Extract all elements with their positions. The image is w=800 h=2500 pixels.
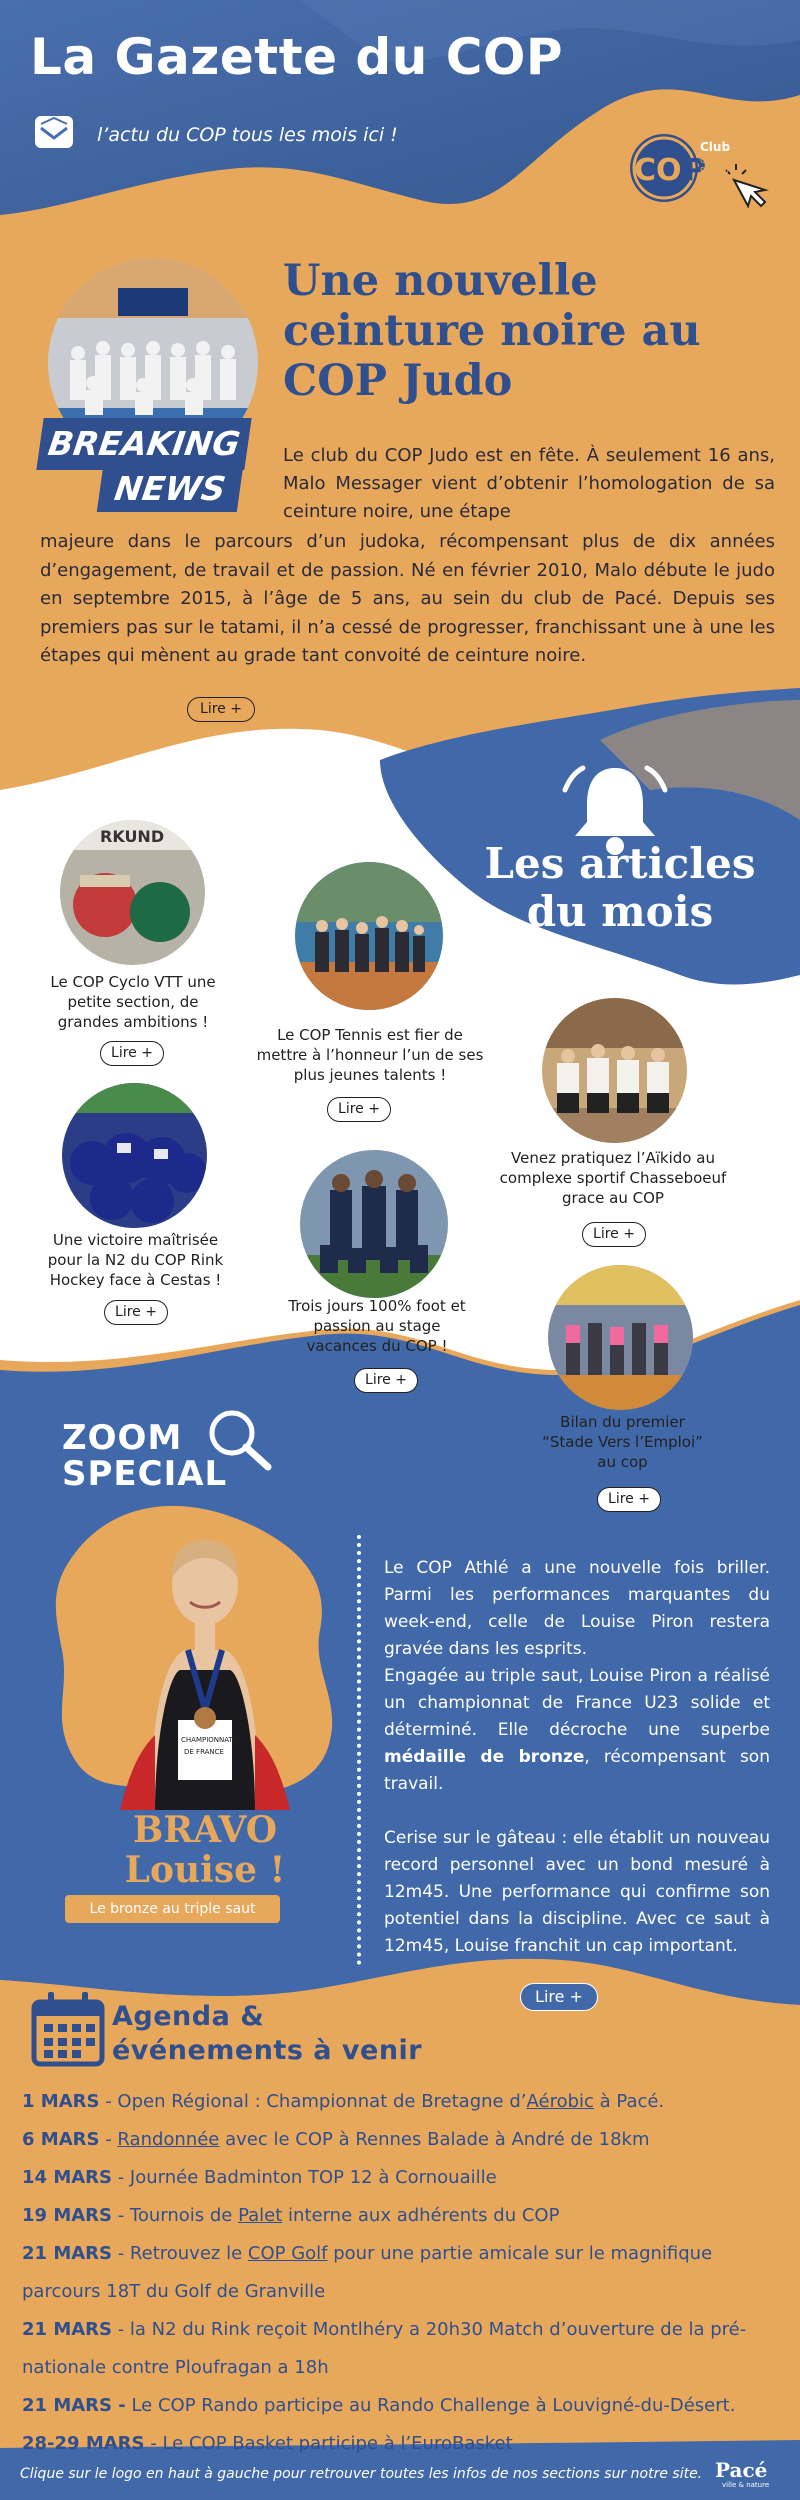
logo-sub-text: Omnisports Pacéen	[700, 156, 747, 175]
zoom-title: ZOOM SPECIAL	[62, 1418, 228, 1494]
article-caption-rink-hockey: Une victoire maîtrisée pour la N2 du COP Rink Hockey face à Cestas !	[47, 1231, 224, 1289]
article-read-more-aikido[interactable]: Lire +	[582, 1222, 646, 1247]
zoom-article-text: Le COP Athlé a une nouvelle fois briller. Parmi les performances marquantes du week-end, celle de Louise Piron restera gravée dans les esprits. Engagée au triple saut, Louise Piron a réalisé un championnat de France U23 solide et déterminé. Elle décroche une superbe médaille de bronze, récompensant son travail. Cerise sur le gâteau : elle établit un nouveau record personnel avec un bond mesuré à 12m45. Une performance qui confirme son potentiel dans la discipline. Avec ce saut à 12m45, Louise franchit un cap important.	[384, 1558, 770, 1956]
header-subtitle: l’actu du COP tous les mois ici !	[97, 124, 398, 146]
article-caption-cyclo: Le COP Cyclo VTT une petite section, de grandes ambitions !	[50, 973, 216, 1031]
calendar-icon	[30, 1990, 106, 2068]
dotted-divider	[357, 1535, 361, 1965]
agenda-item: 28-29 MARS - Le COP Basket participe à l’EuroBasket	[22, 2433, 513, 2454]
agenda-item: 21 MARS - la N2 du Rink reçoit Montlhéry a 20h30 Match d’ouverture de la pré-nationale contre Ploufragan a 18h	[22, 2319, 747, 2378]
breaking-badge: BREAKING	[36, 418, 251, 470]
louise-photo	[60, 1510, 350, 1810]
page-title: La Gazette du COP	[30, 28, 564, 86]
cursor-icon	[734, 180, 765, 206]
agenda-item: 6 MARS - Randonnée avec le COP à Rennes Balade à André de 18km	[22, 2129, 650, 2150]
zoom-read-more-button[interactable]: Lire +	[520, 1983, 598, 2011]
svg-text:RKUND: RKUND	[100, 827, 165, 846]
svg-text:DE FRANCE: DE FRANCE	[184, 1748, 224, 1756]
news-badge: NEWS	[97, 466, 243, 512]
magnifier-icon	[200, 1405, 280, 1475]
agenda-link[interactable]: Randonnée	[117, 2129, 220, 2150]
agenda-item: 19 MARS - Tournois de Palet interne aux adhérents du COP	[22, 2205, 560, 2226]
article-photo-rink-hockey[interactable]	[62, 1083, 207, 1228]
article-photo-foot[interactable]	[300, 1150, 448, 1298]
article-photo-stade-emploi[interactable]	[548, 1265, 693, 1410]
agenda-item: 14 MARS - Journée Badminton TOP 12 à Cornouaille	[22, 2167, 497, 2188]
breaking-read-more-button[interactable]: Lire +	[187, 697, 255, 722]
article-photo-aikido[interactable]	[542, 998, 687, 1143]
agenda-title: Agenda & événements à venir	[112, 2001, 423, 2066]
footer-text: Clique sur le logo en haut à gauche pour retrouver toutes les infos de nos sections sur notre site.	[20, 2466, 703, 2482]
agenda-item: 1 MARS - Open Régional : Championnat de Bretagne d’Aérobic à Pacé.	[22, 2091, 665, 2112]
article-photo-tennis[interactable]	[295, 862, 443, 1010]
logo-club-text: Club	[700, 140, 731, 154]
agenda-item: 21 MARS - Le COP Rando participe au Rando Challenge à Louvigné-du-Désert.	[22, 2395, 736, 2416]
svg-text:CO: CO	[634, 153, 682, 188]
article-caption-foot: Trois jours 100% foot et passion au stage vacances du COP !	[288, 1297, 466, 1355]
article-caption-aikido: Venez pratiquez l’Aïkido au complexe sportif Chasseboeuf grace au COP	[499, 1149, 727, 1207]
pace-logo-sub: ville & nature	[722, 2481, 770, 2489]
agenda-link[interactable]: COP Golf	[247, 2243, 328, 2264]
articles-title: Les articles du mois	[484, 839, 756, 936]
agenda-item: 21 MARS - Retrouvez le COP Golf pour une partie amicale sur le magnifique parcours 18T du Golf de Granville	[22, 2243, 713, 2302]
article-caption-stade-emploi: Bilan du premier “Stade Vers l’Emploi” au cop	[542, 1413, 703, 1471]
breaking-headline: Une nouvelle ceinture noire au COP Judo	[283, 256, 701, 406]
article-photo-cyclo[interactable]	[60, 820, 205, 965]
agenda-link[interactable]: Aérobic	[526, 2091, 594, 2112]
article-read-more-cyclo[interactable]: Lire +	[100, 1041, 164, 1066]
mail-icon	[33, 114, 75, 150]
breaking-text-intro: Le club du COP Judo est en fête. À seulement 16 ans, Malo Messager vient d’obtenir l’homologation de sa ceinture noire, une étape	[283, 445, 775, 522]
breaking-text-body: majeure dans le parcours d’un judoka, récompensant plus de dix années d’engagement, de travail et de passion. Né en février 2010, Malo débute le judo en septembre 2015, à l’âge de 5 ans, au sein du club de Pacé. Depuis ses premiers pas sur le tatami, il n’a cessé de progresser, franchissant une à une les étapes qui mènent au grade tant convoité de ceinture noire.	[40, 531, 775, 666]
svg-text:P: P	[684, 153, 706, 188]
bronze-tag: Le bronze au triple saut	[65, 1895, 280, 1923]
agenda-list	[22, 2083, 792, 2463]
article-read-more-foot[interactable]: Lire +	[354, 1368, 418, 1393]
article-read-more-stade-emploi[interactable]: Lire +	[597, 1487, 661, 1512]
svg-text:CHAMPIONNATS: CHAMPIONNATS	[181, 1736, 238, 1744]
article-read-more-tennis[interactable]: Lire +	[327, 1097, 391, 1122]
article-caption-tennis: Le COP Tennis est fier de mettre à l’honneur l’un de ses plus jeunes talents !	[256, 1026, 484, 1084]
article-read-more-rink-hockey[interactable]: Lire +	[104, 1300, 168, 1325]
pace-logo[interactable]: Pacé	[715, 2458, 768, 2482]
bravo-louise-title: BRAVO Louise !	[124, 1809, 286, 1891]
agenda-link[interactable]: Palet	[238, 2205, 283, 2226]
